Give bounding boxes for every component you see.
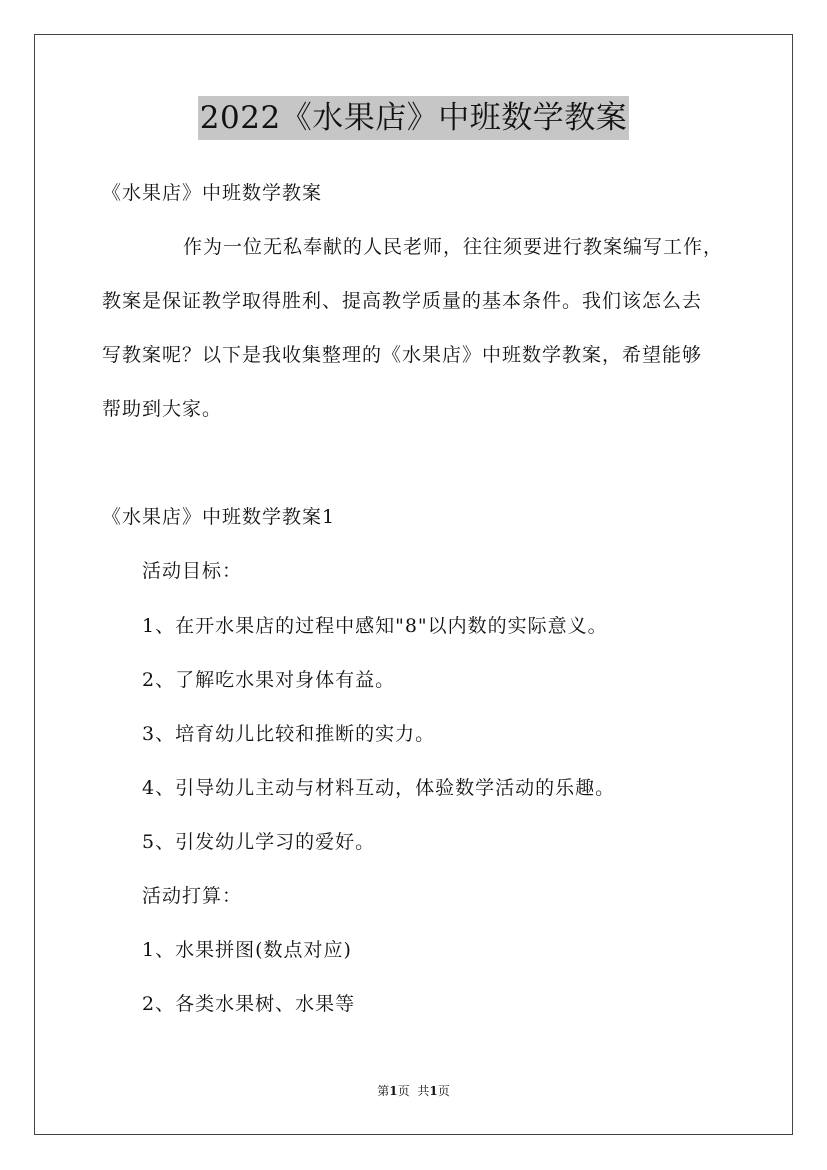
page-number: 1 bbox=[389, 1084, 398, 1098]
goals-label: 活动目标： bbox=[142, 560, 243, 582]
goal-item-5: 5、引发幼儿学习的爱好。 bbox=[142, 831, 376, 853]
prep-item-2: 2、各类水果树、水果等 bbox=[142, 993, 356, 1015]
prep-item-1: 1、水果拼图(数点对应) bbox=[142, 939, 352, 961]
subtitle: 《水果店》中班数学教案 bbox=[102, 182, 323, 204]
goal-item-2: 2、了解吃水果对身体有益。 bbox=[142, 669, 396, 691]
page-suffix: 页 bbox=[397, 1084, 410, 1098]
total-prefix: 共 bbox=[417, 1084, 430, 1098]
intro-line-3: 写教案呢？以下是我收集整理的《水果店》中班数学教案，希望能够 bbox=[102, 344, 703, 366]
goal-item-4: 4、引导幼儿主动与材料互动，体验数学活动的乐趣。 bbox=[142, 777, 616, 799]
goal-item-3: 3、培育幼儿比较和推断的实力。 bbox=[142, 723, 436, 745]
prep-label: 活动打算： bbox=[142, 885, 243, 907]
total-suffix: 页 bbox=[437, 1084, 450, 1098]
goal-item-1: 1、在开水果店的过程中感知"8"以内数的实际意义。 bbox=[142, 615, 608, 637]
intro-line-2: 教案是保证教学取得胜利、提高教学质量的基本条件。我们该怎么去 bbox=[102, 290, 703, 312]
section-heading: 《水果店》中班数学教案1 bbox=[102, 506, 336, 528]
intro-line-1: 作为一位无私奉献的人民老师，往往须要进行教案编写工作， bbox=[183, 236, 724, 258]
page-prefix: 第 bbox=[377, 1084, 390, 1098]
document-title: 2022《水果店》中班数学教案 bbox=[198, 96, 629, 140]
intro-line-4: 帮助到大家。 bbox=[102, 398, 223, 420]
total-pages: 1 bbox=[429, 1084, 438, 1098]
page-footer bbox=[0, 1083, 827, 1099]
title-container bbox=[0, 96, 827, 140]
